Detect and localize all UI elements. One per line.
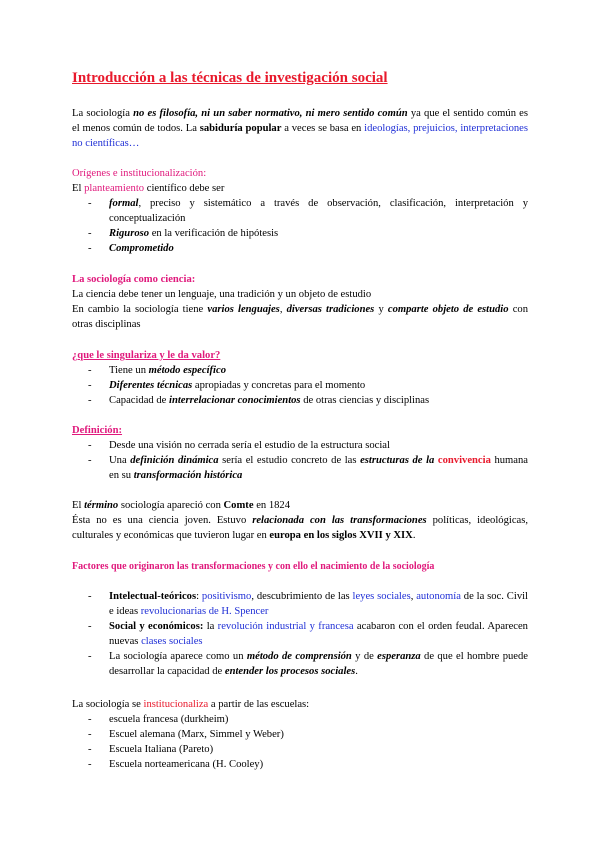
section-heading: La sociología como ciencia: bbox=[72, 274, 196, 285]
list-item: - Escuel alemana (Marx, Simmel y Weber) bbox=[88, 729, 284, 740]
section-line: La ciencia debe tener un lenguaje, una tradición y un objeto de estudio bbox=[72, 289, 372, 300]
highlight-text: planteamiento bbox=[84, 183, 145, 194]
section-line: El término sociología apareció con Comte en 1824 bbox=[72, 500, 291, 511]
section-heading: Definición: bbox=[72, 425, 123, 436]
section-paragraph: En cambio la sociología tiene varios lenguajes, diversas tradiciones y comparte objeto de estudio con otras disciplinas bbox=[72, 304, 528, 330]
intro-text: La sociología bbox=[72, 108, 134, 119]
highlight-text: convivencia bbox=[437, 455, 491, 466]
section-escuelas bbox=[72, 697, 528, 772]
intro-blue-text: ideologías, prejuicios, interpretaciones no científicas… bbox=[72, 123, 529, 149]
bullet-list bbox=[72, 363, 528, 408]
list-item: - formal, preciso y sistemático a través de observación, clasificación, interpretación y conceptualización bbox=[88, 198, 528, 224]
list-item: - La sociología aparece como un método de comprensión y de esperanza de que el hombre puede desarrollar la capacidad de entender los procesos sociales. bbox=[88, 651, 528, 677]
section-line: La sociología se institucionaliza a partir de las escuelas: bbox=[72, 699, 310, 710]
list-item: - Desde una visión no cerrada sería el estudio de la estructura social bbox=[88, 440, 390, 451]
bullet-list bbox=[72, 712, 528, 772]
list-item: - Capacidad de interrelacionar conocimientos de otras ciencias y disciplinas bbox=[88, 395, 430, 406]
list-item: - Escuela norteamericana (H. Cooley) bbox=[88, 759, 264, 770]
intro-bold: no es filosofía, ni un saber normativo, ni mero sentido común bbox=[133, 108, 408, 119]
section-definicion bbox=[72, 423, 528, 483]
list-item: - Tiene un método específico bbox=[88, 365, 227, 376]
section-factores bbox=[72, 559, 528, 679]
section-ciencia bbox=[72, 272, 528, 332]
list-item: - Una definición dinámica sería el estudio concreto de las estructuras de la convivencia humana en su transformación histórica bbox=[88, 455, 528, 481]
intro-text: a veces se basa en bbox=[281, 123, 365, 134]
list-item: - escuela francesa (durkheim) bbox=[88, 714, 229, 725]
section-singulariza bbox=[72, 348, 528, 408]
list-item: - Social y económicos: la revolución industrial y francesa acabaron con el orden feudal. Aparecen nuevas clases sociales bbox=[88, 621, 528, 647]
intro-bold: sabiduría popular bbox=[199, 123, 282, 134]
list-item: - Diferentes técnicas apropiadas y concretas para el momento bbox=[88, 380, 366, 391]
list-item: - Riguroso en la verificación de hipótesis bbox=[88, 228, 279, 239]
list-item: - Intelectual-teóricos: positivismo, descubrimiento de las leyes sociales, autonomía de la soc. Civil e ideas revolucionarias de H. Spencer bbox=[88, 591, 529, 617]
intro-text: ya que el sentido común es el menos común de todos. La bbox=[72, 108, 529, 134]
section-heading: Factores que originaron las transformaciones y con ello el nacimiento de la sociología bbox=[72, 561, 435, 572]
document-title: Introducción a las técnicas de investigación social bbox=[72, 70, 388, 86]
bullet-list bbox=[72, 196, 528, 256]
section-paragraph: Ésta no es una ciencia joven. Estuvo relacionada con las transformaciones políticas, ideológicas, culturales y económicas que tuvieron lugar en europa en los siglos XVII y XIX. bbox=[72, 515, 528, 541]
bullet-list bbox=[72, 589, 528, 679]
list-item: - Comprometido bbox=[88, 243, 174, 254]
section-heading: ¿que le singulariza y le da valor? bbox=[72, 350, 221, 361]
section-line: El planteamiento científico debe ser bbox=[72, 183, 225, 194]
bullet-list bbox=[72, 438, 528, 483]
section-origenes bbox=[72, 166, 528, 256]
intro-paragraph bbox=[72, 106, 528, 151]
section-termino bbox=[72, 498, 528, 543]
list-item: - Escuela Italiana (Pareto) bbox=[88, 744, 214, 755]
section-heading: Orígenes e institucionalización: bbox=[72, 168, 207, 179]
highlight-text: institucionaliza bbox=[143, 699, 209, 710]
